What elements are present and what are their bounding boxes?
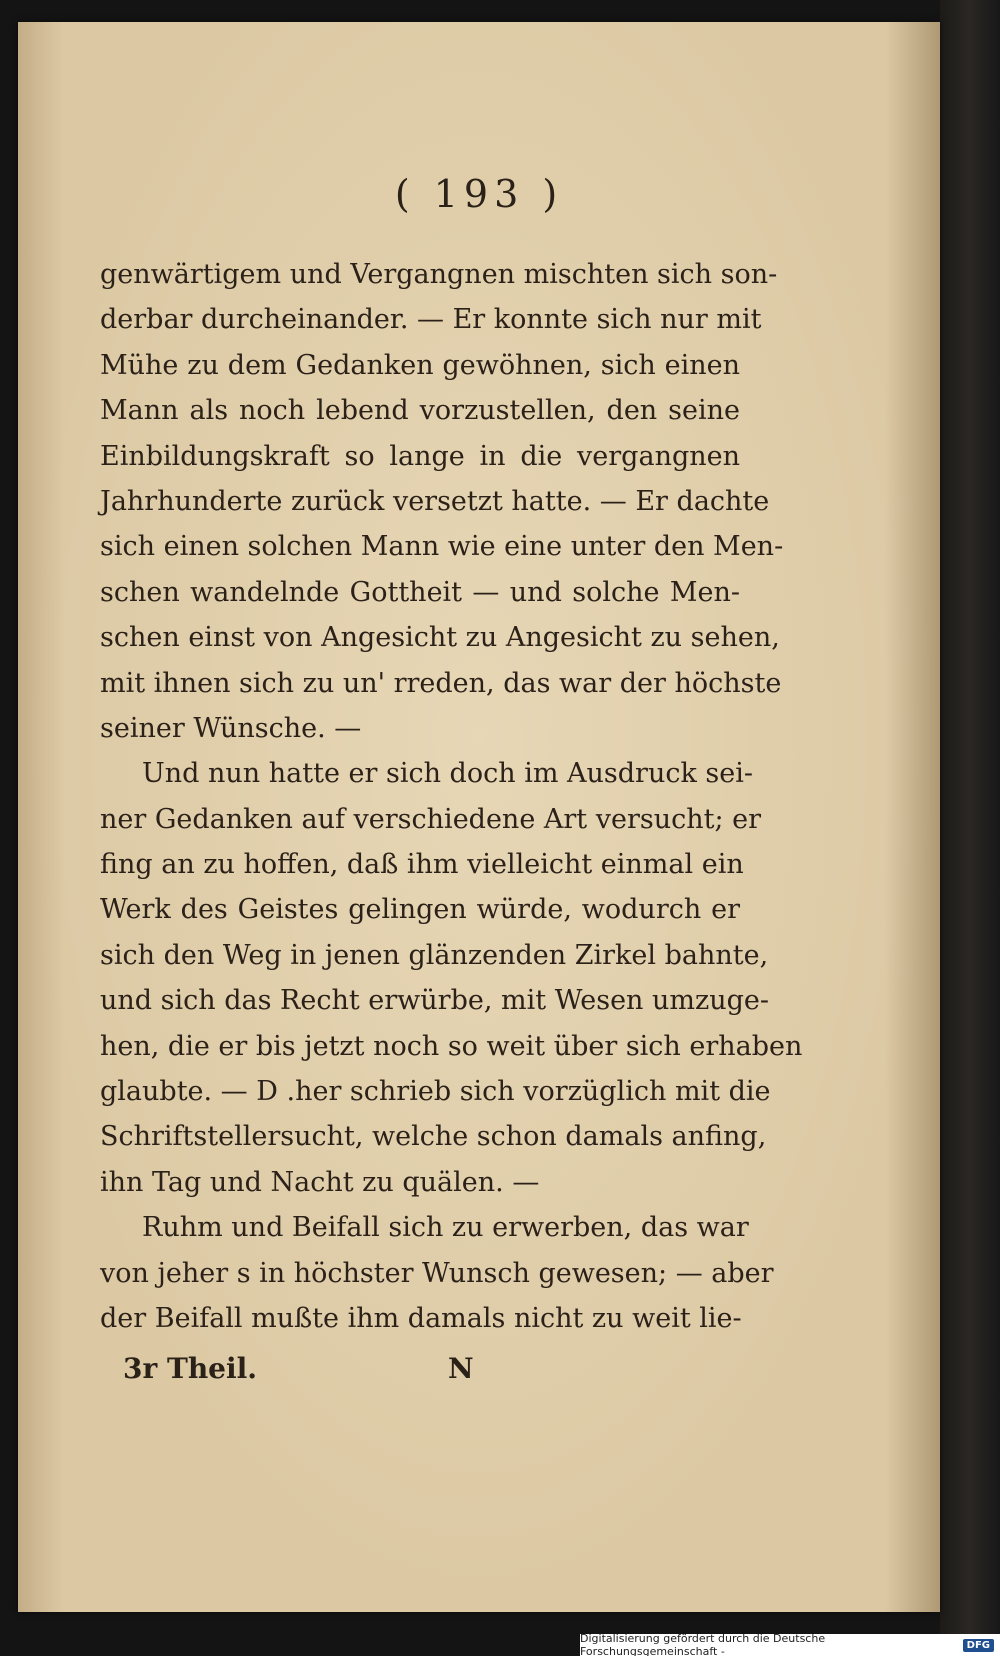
digitization-credit xyxy=(580,1634,1000,1656)
text-line: hen, die er bis jetzt noch so weit über sich erhaben xyxy=(100,1030,803,1062)
text-line: sich den Weg in jenen glänzenden Zirkel bahnte, xyxy=(100,939,769,971)
credit-text: Digitalisierung gefördert durch die Deutsche Forschungsgemeinschaft - xyxy=(580,1632,826,1656)
signature-mark: N xyxy=(448,1352,474,1385)
text-line: seiner Wünsche. — xyxy=(100,712,362,744)
text-line: sich einen solchen Mann wie eine unter den Men- xyxy=(100,531,784,563)
text-line: Werk des Geistes gelingen würde, wodurch er xyxy=(100,894,740,926)
page-footer xyxy=(123,1352,543,1385)
text-line: Einbildungskraft so lange in die vergangnen xyxy=(100,440,740,472)
text-line: von jeher s in höchster Wunsch gewesen; — aber xyxy=(100,1257,774,1289)
page-text xyxy=(100,252,803,1341)
text-line: glaubte. — D .her schrieb sich vorzüglich mit die xyxy=(100,1076,771,1108)
page-number-header: ( 193 ) xyxy=(394,172,564,216)
volume-label: 3r Theil. xyxy=(123,1352,258,1385)
text-line: ihn Tag und Nacht zu quälen. — xyxy=(100,1166,540,1198)
text-line: und sich das Recht erwürbe, mit Wesen umzuge- xyxy=(100,985,770,1017)
text-line: Schriftstellersucht, welche schon damals anfing, xyxy=(100,1121,767,1153)
text-line: Ruhm und Beifall sich zu erwerben, das war xyxy=(142,1212,749,1244)
text-line: der Beifall mußte ihm damals nicht zu weit lie- xyxy=(100,1302,742,1334)
text-line: Jahrhunderte zurück versetzt hatte. — Er dachte xyxy=(100,485,770,517)
text-line: ner Gedanken auf verschiedene Art versucht; er xyxy=(100,803,762,835)
text-line: Und nun hatte er sich doch im Ausdruck sei- xyxy=(142,758,753,790)
dfg-logo: DFG xyxy=(963,1639,994,1652)
text-line: derbar durcheinander. — Er konnte sich nur mit xyxy=(100,304,762,336)
text-line: schen einst von Angesicht zu Angesicht zu sehen, xyxy=(100,622,780,654)
book-page xyxy=(18,22,940,1612)
text-line: fing an zu hoffen, daß ihm vielleicht einmal ein xyxy=(100,849,744,881)
book-gutter xyxy=(940,0,1000,1656)
text-line: Mann als noch lebend vorzustellen, den seine xyxy=(100,395,740,427)
text-line: Mühe zu dem Gedanken gewöhnen, sich einen xyxy=(100,349,740,381)
text-line: schen wandelnde Gottheit — und solche Men- xyxy=(100,576,740,608)
text-line: genwärtigem und Vergangnen mischten sich son- xyxy=(100,259,778,290)
text-line: mit ihnen sich zu un' rreden, das war der höchste xyxy=(100,667,782,699)
